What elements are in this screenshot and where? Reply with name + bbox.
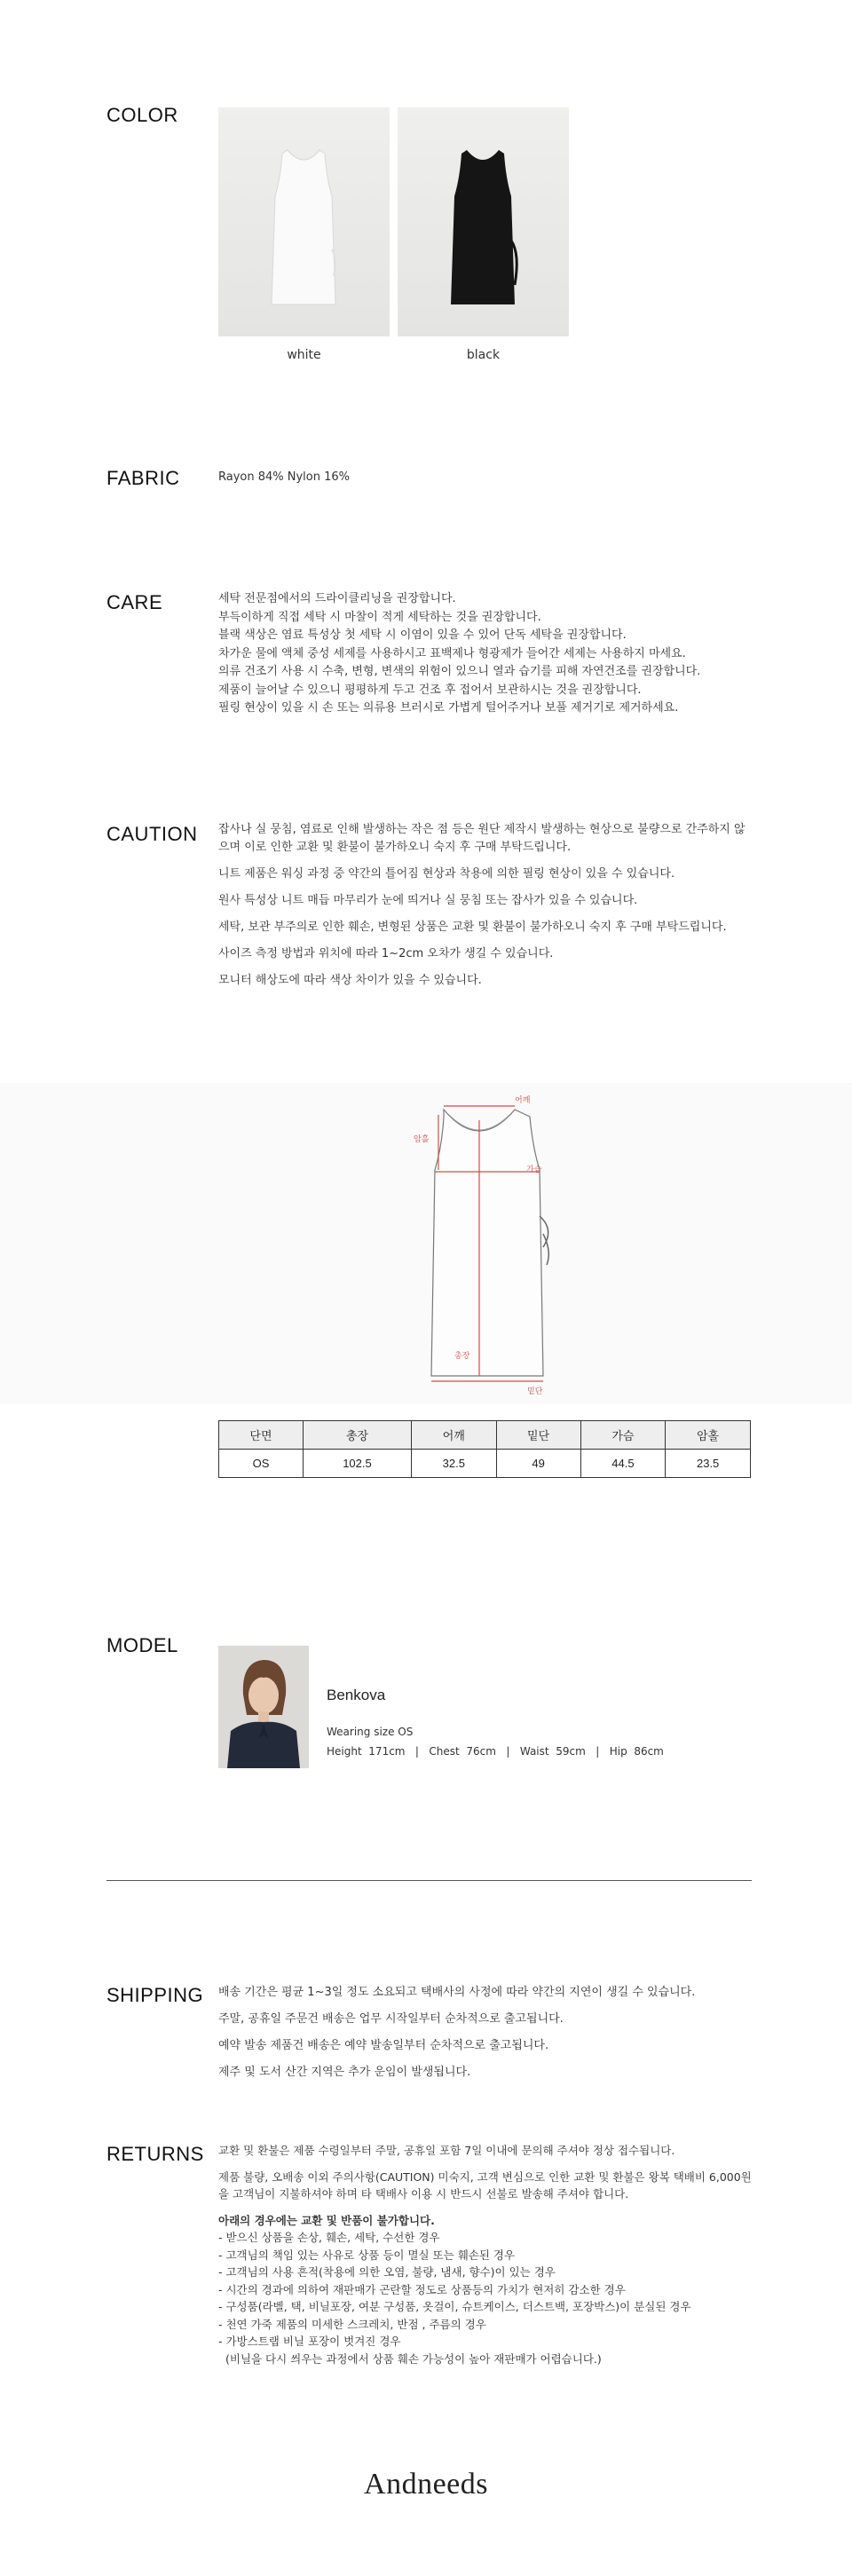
returns-list-item: - 시간의 경과에 의하여 재판매가 곤란할 정도로 상품등의 가치가 현저히 감소한 경우 [218,2282,626,2296]
shipping-text [218,1984,751,2090]
size-header-cell: 단면 [219,1421,304,1450]
size-cell: OS [219,1450,304,1478]
returns-text [218,2142,755,2367]
label-chest: 가슴 [526,1166,542,1174]
caution-paragraph: 니트 제품은 워싱 과정 중 약간의 틀어짐 현상과 착용에 의한 필링 현상이 있을 수 있습니다. [218,867,675,881]
size-table [218,1420,751,1478]
color-swatch-black[interactable] [398,107,569,336]
caution-paragraph: 원사 특성상 니트 매듭 마무리가 눈에 띄거나 실 뭉침 또는 잡사가 있을 수 있습니다. [218,894,638,907]
shipping-paragraph: 주말, 공휴일 주문건 배송은 업무 시작일부터 순차적으로 출고됩니다. [218,2012,564,2026]
model-measurements: Height 171cm | Chest 76cm | Waist 59cm | Hip 86cm [327,1745,664,1758]
caution-paragraph: 사이즈 측정 방법과 위치에 따라 1~2cm 오차가 생길 수 있습니다. [218,947,554,960]
section-divider [106,1880,752,1881]
size-header-cell: 암홀 [666,1421,751,1450]
model-section-title: MODEL [106,1634,178,1656]
returns-list-item: - 가방스트랩 비닐 포장이 벗겨진 경우 [218,2335,401,2348]
care-line: 필링 현상이 있을 시 손 또는 의류용 브러시로 가볍게 털어주거나 보풀 제거기로 제거하세요. [218,701,679,715]
fabric-text: Rayon 84% Nylon 16% [218,470,351,484]
caution-section-title: CAUTION [106,823,198,845]
care-line: 세탁 전문점에서의 드라이클리닝을 권장합니다. [218,592,456,605]
returns-list-item: - 구성품(라벨, 택, 비닐포장, 여분 구성품, 옷걸이, 슈트케이스, 더스트백, 포장박스)이 분실된 경우 [218,2300,691,2313]
dress-black-image [398,107,569,336]
care-line: 차가운 물에 액체 중성 세제를 사용하시고 표백제나 형광제가 들어간 세제는 사용하지 마세요. [218,646,686,660]
model-name: Benkova [327,1687,386,1703]
returns-paragraph: 제품 불량, 오배송 이외 주의사항(CAUTION) 미숙지, 고객 변심으로 인한 교환 및 환불은 왕복 택배비 6,000원을 고객님이 지불하셔야 하며 타 택배사 이용 시 반드시 선불로 발송해 주셔야 합니다. [218,2169,752,2201]
care-section-title: CARE [106,591,163,613]
fabric-section-title: FABRIC [106,467,180,489]
care-line: 의류 건조기 사용 시 수축, 변형, 변색의 위험이 있으니 열과 습기를 피해 자연건조를 권장합니다. [218,665,701,678]
caution-paragraph: 세탁, 보관 부주의로 인한 훼손, 변형된 상품은 교환 및 환불이 불가하오니 숙지 후 구매 부탁드립니다. [218,921,727,934]
care-line: 블랙 색상은 염료 특성상 첫 세탁 시 이염이 있을 수 있어 단독 세탁을 권장합니다. [218,628,627,642]
size-diagram-area [0,1083,852,1404]
size-header-cell: 총장 [303,1421,411,1450]
size-header-cell: 가슴 [580,1421,666,1450]
returns-paragraph: 교환 및 환불은 제품 수령일부터 주말, 공휴일 포함 7일 이내에 문의해 주셔야 정상 접수됩니다. [218,2144,675,2157]
shipping-paragraph: 배송 기간은 평균 1~3일 정도 소요되고 택배사의 사정에 따라 약간의 지연이 생길 수 있습니다. [218,1986,696,1999]
caution-paragraph: 잡사나 실 뭉침, 염료로 인해 발생하는 작은 점 등은 원단 제작시 발생하는 현상으로 불량으로 간주하지 않으며 이로 인한 교환 및 환불이 불가하오니 숙지 후 구매 부탁드립니다. [218,823,746,854]
shipping-section-title: SHIPPING [106,1984,204,2006]
color-section-title: COLOR [106,104,178,126]
model-photo-image [218,1646,309,1768]
returns-list-item: - 천연 가죽 제품의 미세한 스크레치, 반점 , 주름의 경우 [218,2317,486,2331]
brand-logo: Andneeds [364,2468,488,2501]
returns-list-item: - 고객님의 책임 있는 사유로 상품 등이 멸실 또는 훼손된 경우 [218,2248,516,2262]
color-label-white: white [287,348,321,362]
shipping-paragraph: 제주 및 도서 산간 지역은 추가 운임이 발생됩니다. [218,2066,471,2079]
size-diagram [0,1083,852,1404]
label-length: 총장 [454,1352,470,1361]
table-row [219,1450,751,1478]
caution-paragraph: 모니터 해상도에 따라 색상 차이가 있을 수 있습니다. [218,974,482,987]
returns-list-heading: 아래의 경우에는 교환 및 반품이 불가합니다. [218,2213,435,2227]
model-photo [218,1646,309,1768]
label-shoulder: 어깨 [515,1096,531,1105]
size-header-cell: 밑단 [496,1421,580,1450]
color-swatch-white[interactable] [218,107,390,336]
caution-text [218,821,751,999]
size-header-cell: 어깨 [411,1421,496,1450]
returns-list-item: - 받으신 상품을 손상, 훼손, 세탁, 수선한 경우 [218,2231,440,2244]
model-wearing-size: Wearing size OS [327,1726,414,1738]
color-label-black: black [466,348,501,362]
size-cell: 44.5 [580,1450,666,1478]
label-armhole: 암홀 [414,1135,430,1144]
care-text [218,590,700,718]
dress-white-image [218,107,390,336]
shipping-paragraph: 예약 발송 제품건 배송은 예약 발송일부터 순차적으로 출고됩니다. [218,2039,549,2052]
size-table-header [219,1421,751,1450]
size-cell: 23.5 [666,1450,751,1478]
returns-list-item: - 고객님의 사용 흔적(착용에 의한 오염, 불량, 냄새, 향수)이 있는 경우 [218,2265,556,2279]
size-cell: 32.5 [411,1450,496,1478]
returns-list-item: (비닐을 다시 씌우는 과정에서 상품 훼손 가능성이 높아 재판매가 어렵습니다.) [218,2351,602,2366]
size-cell: 102.5 [303,1450,411,1478]
size-cell: 49 [496,1450,580,1478]
returns-section-title: RETURNS [106,2143,204,2165]
care-line: 부득이하게 직접 세탁 시 마찰이 적게 세탁하는 것을 권장합니다. [218,610,541,624]
label-hem: 밑단 [527,1387,543,1396]
care-line: 제품이 늘어날 수 있으니 평평하게 두고 건조 후 접어서 보관하시는 것을 권장합니다. [218,683,642,697]
